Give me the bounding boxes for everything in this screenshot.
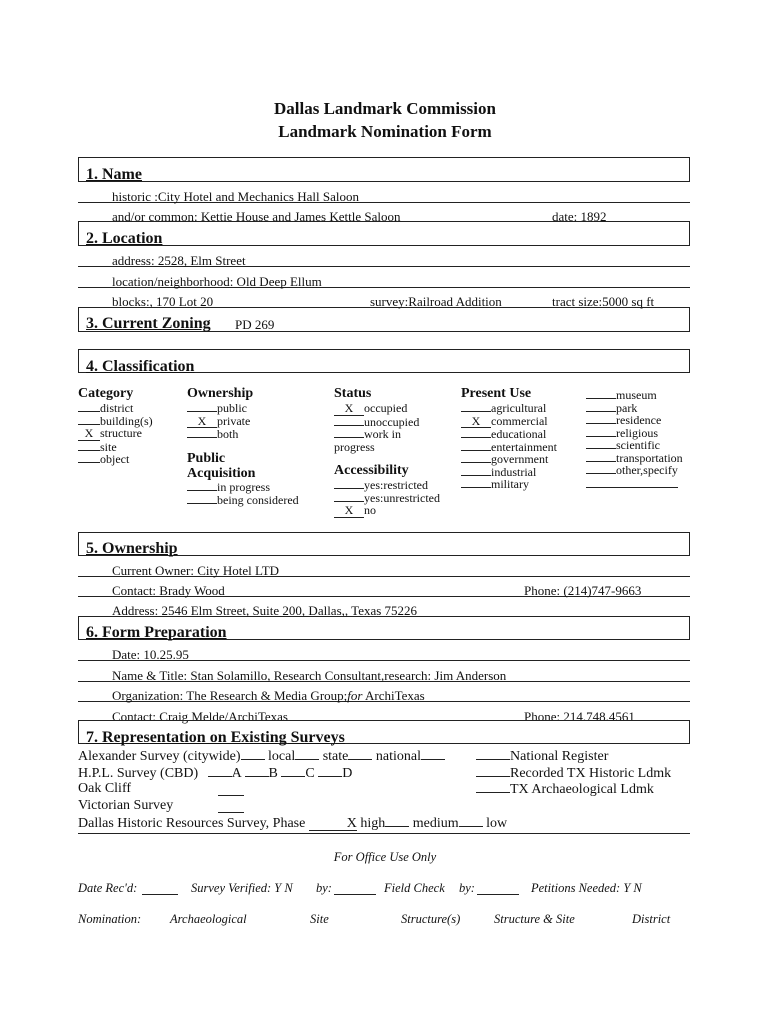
petitions-label: Petitions Needed: Y N [531,881,642,895]
section-1-heading: 1. Name [86,166,142,183]
nomination-structures[interactable]: Structure(s) [401,912,461,926]
section-7-bottom-line [78,833,690,834]
grade-b-blank[interactable] [245,765,269,777]
use-item-entertainment[interactable]: entertainment [461,441,557,454]
date-recd-blank[interactable] [142,894,178,895]
section-1-box [78,157,690,182]
use-item-agricultural[interactable]: agricultural [461,402,557,415]
category-item-structure[interactable]: X structure [78,427,153,441]
ownership-item-public[interactable]: public [187,402,250,415]
category-item-buildings[interactable]: building(s) [78,415,153,428]
form-title-nomination: Landmark Nomination Form [278,122,492,141]
present-use-list [461,402,557,491]
use-item-scientific[interactable]: scientific [586,439,683,452]
category-title: Category [78,386,134,401]
build-date: date: 1892 [552,209,607,224]
public-title: Public [187,451,226,466]
accessibility-item-restricted[interactable]: yes:restricted [334,479,440,492]
form-title-commission: Dallas Landmark Commission [274,99,496,118]
grade-a-blank[interactable] [208,765,232,777]
recorded-label: Recorded TX Historic Ldmk [510,766,672,781]
present-use-title: Present Use [461,386,532,401]
status-continuation: progress [334,439,375,454]
other-specify-line[interactable] [586,487,678,488]
accessibility-item-unrestricted[interactable]: yes:unrestricted [334,492,440,505]
location-address: address: 2528, Elm Street [112,253,246,268]
victorian-blank[interactable] [218,812,244,813]
hpl-label: H.P.L. Survey (CBD) [78,766,199,781]
acquisition-title: Acquisition [187,466,256,481]
medium-blank[interactable] [385,815,409,827]
grade-a-label: A [231,766,242,781]
status-title: Status [334,386,372,401]
national-blank[interactable] [348,748,372,760]
category-list [78,402,153,466]
dallas-historic-row [78,815,507,832]
current-owner: Current Owner: City Hotel LTD [112,563,280,578]
common-name: and/or common: Kettie House and James Kettle Saloon [112,209,401,224]
archaeological-row[interactable] [476,781,654,798]
office-use-title: For Office Use Only [333,850,437,864]
dallas-historic-label: Dallas Historic Resources Survey, Phase [78,816,306,831]
by-blank-1[interactable] [334,894,376,895]
prep-contact: Contact: Craig Melde/ArchiTexas [112,709,288,724]
use-item-educational[interactable]: educational [461,428,557,441]
nomination-structure-site[interactable]: Structure & Site [494,912,575,926]
high-label: high [360,816,386,831]
grade-d-label: D [342,766,353,781]
alexander-label: Alexander Survey (citywide) [78,749,241,764]
use-item-transportation[interactable]: transportation [586,452,683,465]
acquisition-item-in-progress[interactable]: in progress [187,481,299,494]
archaeological-label: TX Archaeological Ldmk [510,782,654,797]
present-use-more-list [586,389,683,477]
category-item-object[interactable]: object [78,453,153,466]
use-item-museum[interactable]: museum [586,389,683,402]
acquisition-item-being-considered[interactable]: being considered [187,494,299,507]
medium-label: medium [412,816,459,831]
prep-name-title: Name & Title: Stan Solamillo, Research Consultant,research: Jim Anderson [112,668,507,683]
grade-d-blank[interactable] [318,765,342,777]
location-neighborhood: location/neighborhood: Old Deep Ellum [112,274,322,289]
accessibility-item-no[interactable]: X no [334,504,440,518]
national-register-label: National Register [510,749,609,764]
accessibility-title: Accessibility [334,463,409,478]
use-item-military[interactable]: military [461,478,557,491]
use-item-park[interactable]: park [586,402,683,415]
owner-phone: Phone: (214)747-9663 [524,583,642,598]
by-label-1: by: [316,881,332,895]
field-check-label: Field Check [384,881,445,895]
use-item-residence[interactable]: residence [586,414,683,427]
national-label: national [375,749,421,764]
national-register-row[interactable] [476,748,608,765]
state-blank[interactable] [295,748,319,760]
section-6-heading: 6. Form Preparation [86,624,227,641]
local-label: local [268,749,296,764]
category-item-district[interactable]: district [78,402,153,415]
status-item-work-in[interactable]: work in [334,428,419,441]
oak-cliff-label: Oak Cliff [78,781,132,796]
oak-cliff-blank[interactable] [218,795,244,796]
location-blocks: blocks:, 170 Lot 20 [112,294,214,309]
use-item-government[interactable]: government [461,453,557,466]
grade-c-blank[interactable] [281,765,305,777]
use-item-religious[interactable]: religious [586,427,683,440]
accessibility-list [334,479,440,518]
low-label: low [486,816,508,831]
by-blank-2[interactable] [477,894,519,895]
alexander-row [78,748,445,765]
ownership-list [187,402,250,441]
nomination-district[interactable]: District [632,912,671,926]
acquisition-list [187,481,299,506]
owner-contact: Contact: Brady Wood [112,583,225,598]
ownership-item-both[interactable]: both [187,428,250,441]
prep-organization: Organization: The Research & Media Group;for ArchiTexas [112,688,425,703]
location-tract: tract size:5000 sq ft [552,294,655,309]
prep-date: Date: 10.25.95 [112,647,189,662]
grade-c-label: C [305,766,315,781]
ownership-item-private[interactable]: X private [187,415,250,429]
use-item-other[interactable]: other,specify [586,464,683,477]
low-blank[interactable] [459,815,483,827]
section-2-heading: 2. Location [86,230,163,247]
grade-b-label: B [268,766,278,781]
nomination-archaeological[interactable]: Archaeological [170,912,247,926]
phase-mark[interactable]: X [309,816,357,831]
by-label-2: by: [459,881,475,895]
owner-address: Address: 2546 Elm Street, Suite 200, Dallas,, Texas 75226 [112,603,418,618]
state-label: state [322,749,349,764]
date-recd-label: Date Rec'd: [78,881,138,895]
prep-phone: Phone: 214.748.4561 [524,709,635,724]
section-7-heading: 7. Representation on Existing Surveys [86,729,345,746]
section-3-heading: 3. Current Zoning [86,315,211,332]
use-item-commercial[interactable]: X commercial [461,415,557,429]
ownership-title: Ownership [187,386,254,401]
status-item-occupied[interactable]: X occupied [334,402,419,416]
status-item-unoccupied[interactable]: unoccupied [334,416,419,429]
section-5-heading: 5. Ownership [86,540,178,557]
section-4-heading: 4. Classification [86,358,195,375]
section-2-box [78,221,690,246]
location-survey: survey:Railroad Addition [370,294,502,309]
nomination-label: Nomination: [78,912,142,926]
status-list [334,402,419,453]
zoning-value: PD 269 [235,317,275,332]
historic-name: historic :City Hotel and Mechanics Hall Saloon [112,189,359,204]
victorian-label: Victorian Survey [78,798,174,813]
national-end-blank[interactable] [421,748,445,760]
local-blank[interactable] [241,748,265,760]
category-item-site[interactable]: site [78,441,153,454]
nomination-site[interactable]: Site [310,912,329,926]
use-item-industrial[interactable]: industrial [461,466,557,479]
survey-verified-label: Survey Verified: Y N [191,881,293,895]
hpl-row [78,765,352,782]
recorded-row[interactable] [476,765,671,782]
